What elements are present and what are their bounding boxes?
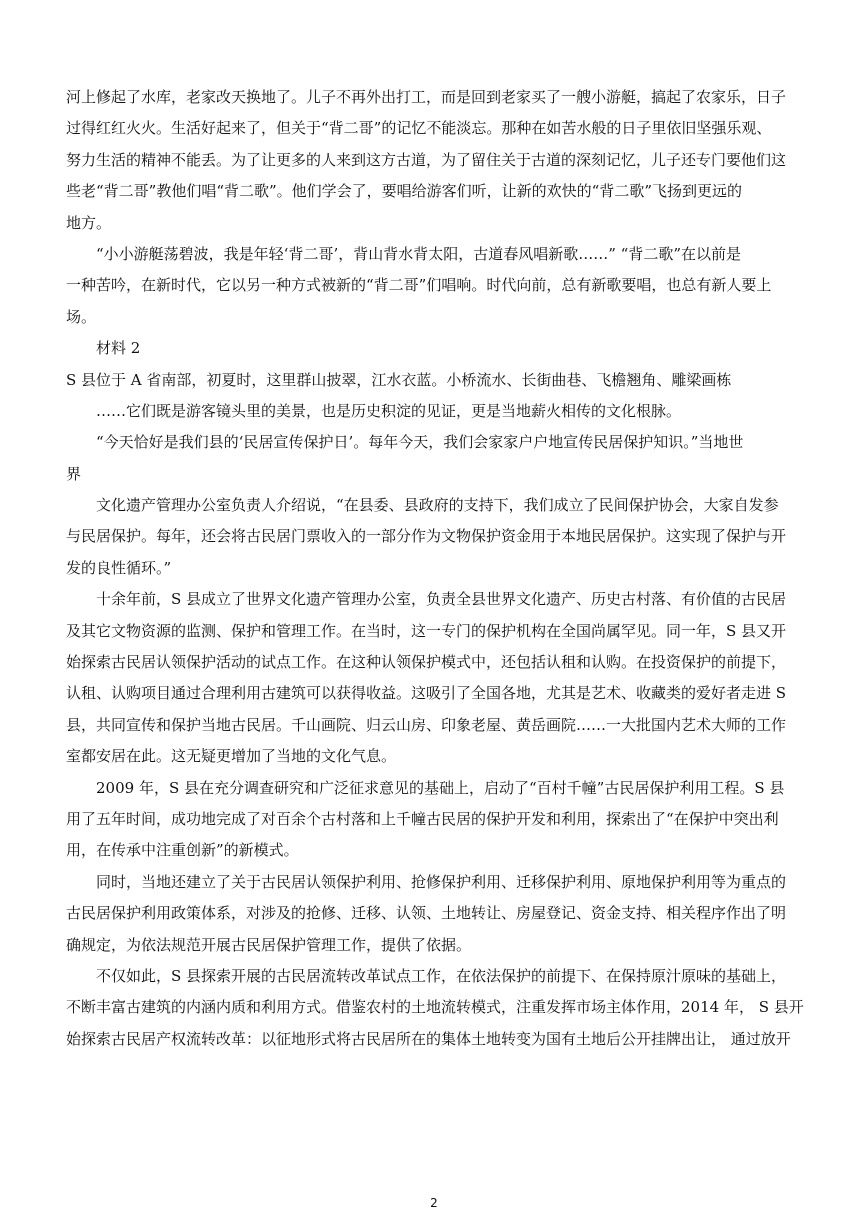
- text-line: 地方。: [66, 213, 112, 232]
- text-line: 及其它文物资源的监测、保护和管理工作。在当时，这一专门的保护机构在全国尚属罕见。同一年，S 县又开: [66, 621, 787, 640]
- text-line: 界: [66, 464, 82, 483]
- text-line: 室都安居在此。这无疑更增加了当地的文化气息。: [66, 747, 397, 766]
- paragraph-start: “今天恰好是我们县的‘民居宣传保护日’。每年今天，我们会家家户户地宣传民居保护知识。”当地世: [96, 433, 744, 452]
- page-number: 2: [430, 1196, 438, 1210]
- text-line: 一种苦吟，在新时代，它以另一种方式被新的“背二哥”们唱响。时代向前，总有新歌要唱，也总有新人要上: [66, 276, 772, 295]
- paragraph-start: “小小游艇荡碧波，我是年轻‘背二哥’，背山背水背太阳，古道春风唱新歌……” “背二歌”在以前是: [96, 244, 741, 263]
- text-line: ……它们既是游客镜头里的美景，也是历史积淀的见证，更是当地薪火相传的文化根脉。: [96, 401, 682, 420]
- paragraph-start: 同时，当地还建立了关于古民居认领保护利用、抢修保护利用、迁移保护利用、原地保护利用等为重点的: [96, 872, 787, 891]
- text-line: S 县位于 A 省南部，初夏时，这里群山披翠，江水衣蓝。小桥流水、长街曲巷、飞檐翘角、雕梁画栋: [66, 370, 732, 389]
- text-line: 县，共同宣传和保护当地古民居。千山画院、归云山房、印象老屋、黄岳画院……一大批国内艺术大师的工作: [66, 715, 787, 734]
- text-line: 用，在传承中注重创新”的新模式。: [66, 841, 299, 860]
- text-line: 河上修起了水库，老家改天换地了。儿子不再外出打工，而是回到老家买了一艘小游艇，搞起了农家乐，日子: [66, 88, 787, 106]
- text-line: 努力生活的精神不能丢。为了让更多的人来到这方古道，为了留住关于古道的深刻记忆，儿子还专门要他们这: [66, 150, 787, 169]
- paragraph-start: 十余年前，S 县成立了世界文化遗产管理办公室，负责全县世界文化遗产、历史古村落、有价值的古民居: [96, 590, 787, 609]
- text-line: 始探索古民居认领保护活动的试点工作。在这种认领保护模式中，还包括认租和认购。在投资保护的前提下，: [66, 653, 787, 672]
- text-line: 古民居保护利用政策体系，对涉及的抢修、迁移、认领、土地转让、房屋登记、资金支持、相关程序作出了明: [66, 904, 787, 923]
- paragraph-start: 不仅如此，S 县探索开展的古民居流转改革试点工作，在依法保护的前提下、在保持原汁原味的基础上，: [96, 966, 787, 985]
- text-line: 用了五年时间，成功地完成了对百余个古村落和上千幢古民居的保护开发和利用，探索出了“在保护中突出利: [66, 809, 779, 828]
- text-line: 些老“背二哥”教他们唱“背二歌”。他们学会了，要唱给游客们听，让新的欢快的“背二歌”飞扬到更远的: [66, 182, 743, 201]
- text-line: 不断丰富古建筑的内涵内质和利用方式。借鉴农村的土地流转模式，注重发挥市场主体作用，2014 年， S 县开: [66, 998, 804, 1017]
- paragraph-start: 2009 年，S 县在充分调查研究和广泛征求意见的基础上，启动了“百村千幢”古民居保护利用工程。S 县: [96, 778, 785, 797]
- text-line: 与民居保护。每年，还会将古民居门票收入的一部分作为文物保护资金用于本地民居保护。这实现了保护与开: [66, 527, 787, 546]
- text-line: 场。: [66, 307, 97, 326]
- text-line: 认租、认购项目通过合理利用古建筑可以获得收益。这吸引了全国各地，尤其是艺术、收藏类的爱好者走进 S: [66, 684, 787, 703]
- paragraph-start: 文化遗产管理办公室负责人介绍说，“在县委、县政府的支持下，我们成立了民间保护协会，大家自发参: [96, 496, 779, 515]
- text-line: 始探索古民居产权流转改革：以征地形式将古民居所在的集体土地转变为国有土地后公开挂牌出让， 通过放开: [66, 1029, 791, 1048]
- document-body: [66, 82, 806, 1055]
- text-line: 过得红红火火。生活好起来了，但关于“背二哥”的记忆不能淡忘。那种在如苦水般的日子里依旧坚强乐观、: [66, 119, 772, 138]
- text-line: 确规定，为依法规范开展古民居保护管理工作，提供了依据。: [66, 935, 472, 954]
- section-heading: 材料 2: [96, 339, 141, 358]
- text-line: 发的良性循环。”: [66, 558, 172, 577]
